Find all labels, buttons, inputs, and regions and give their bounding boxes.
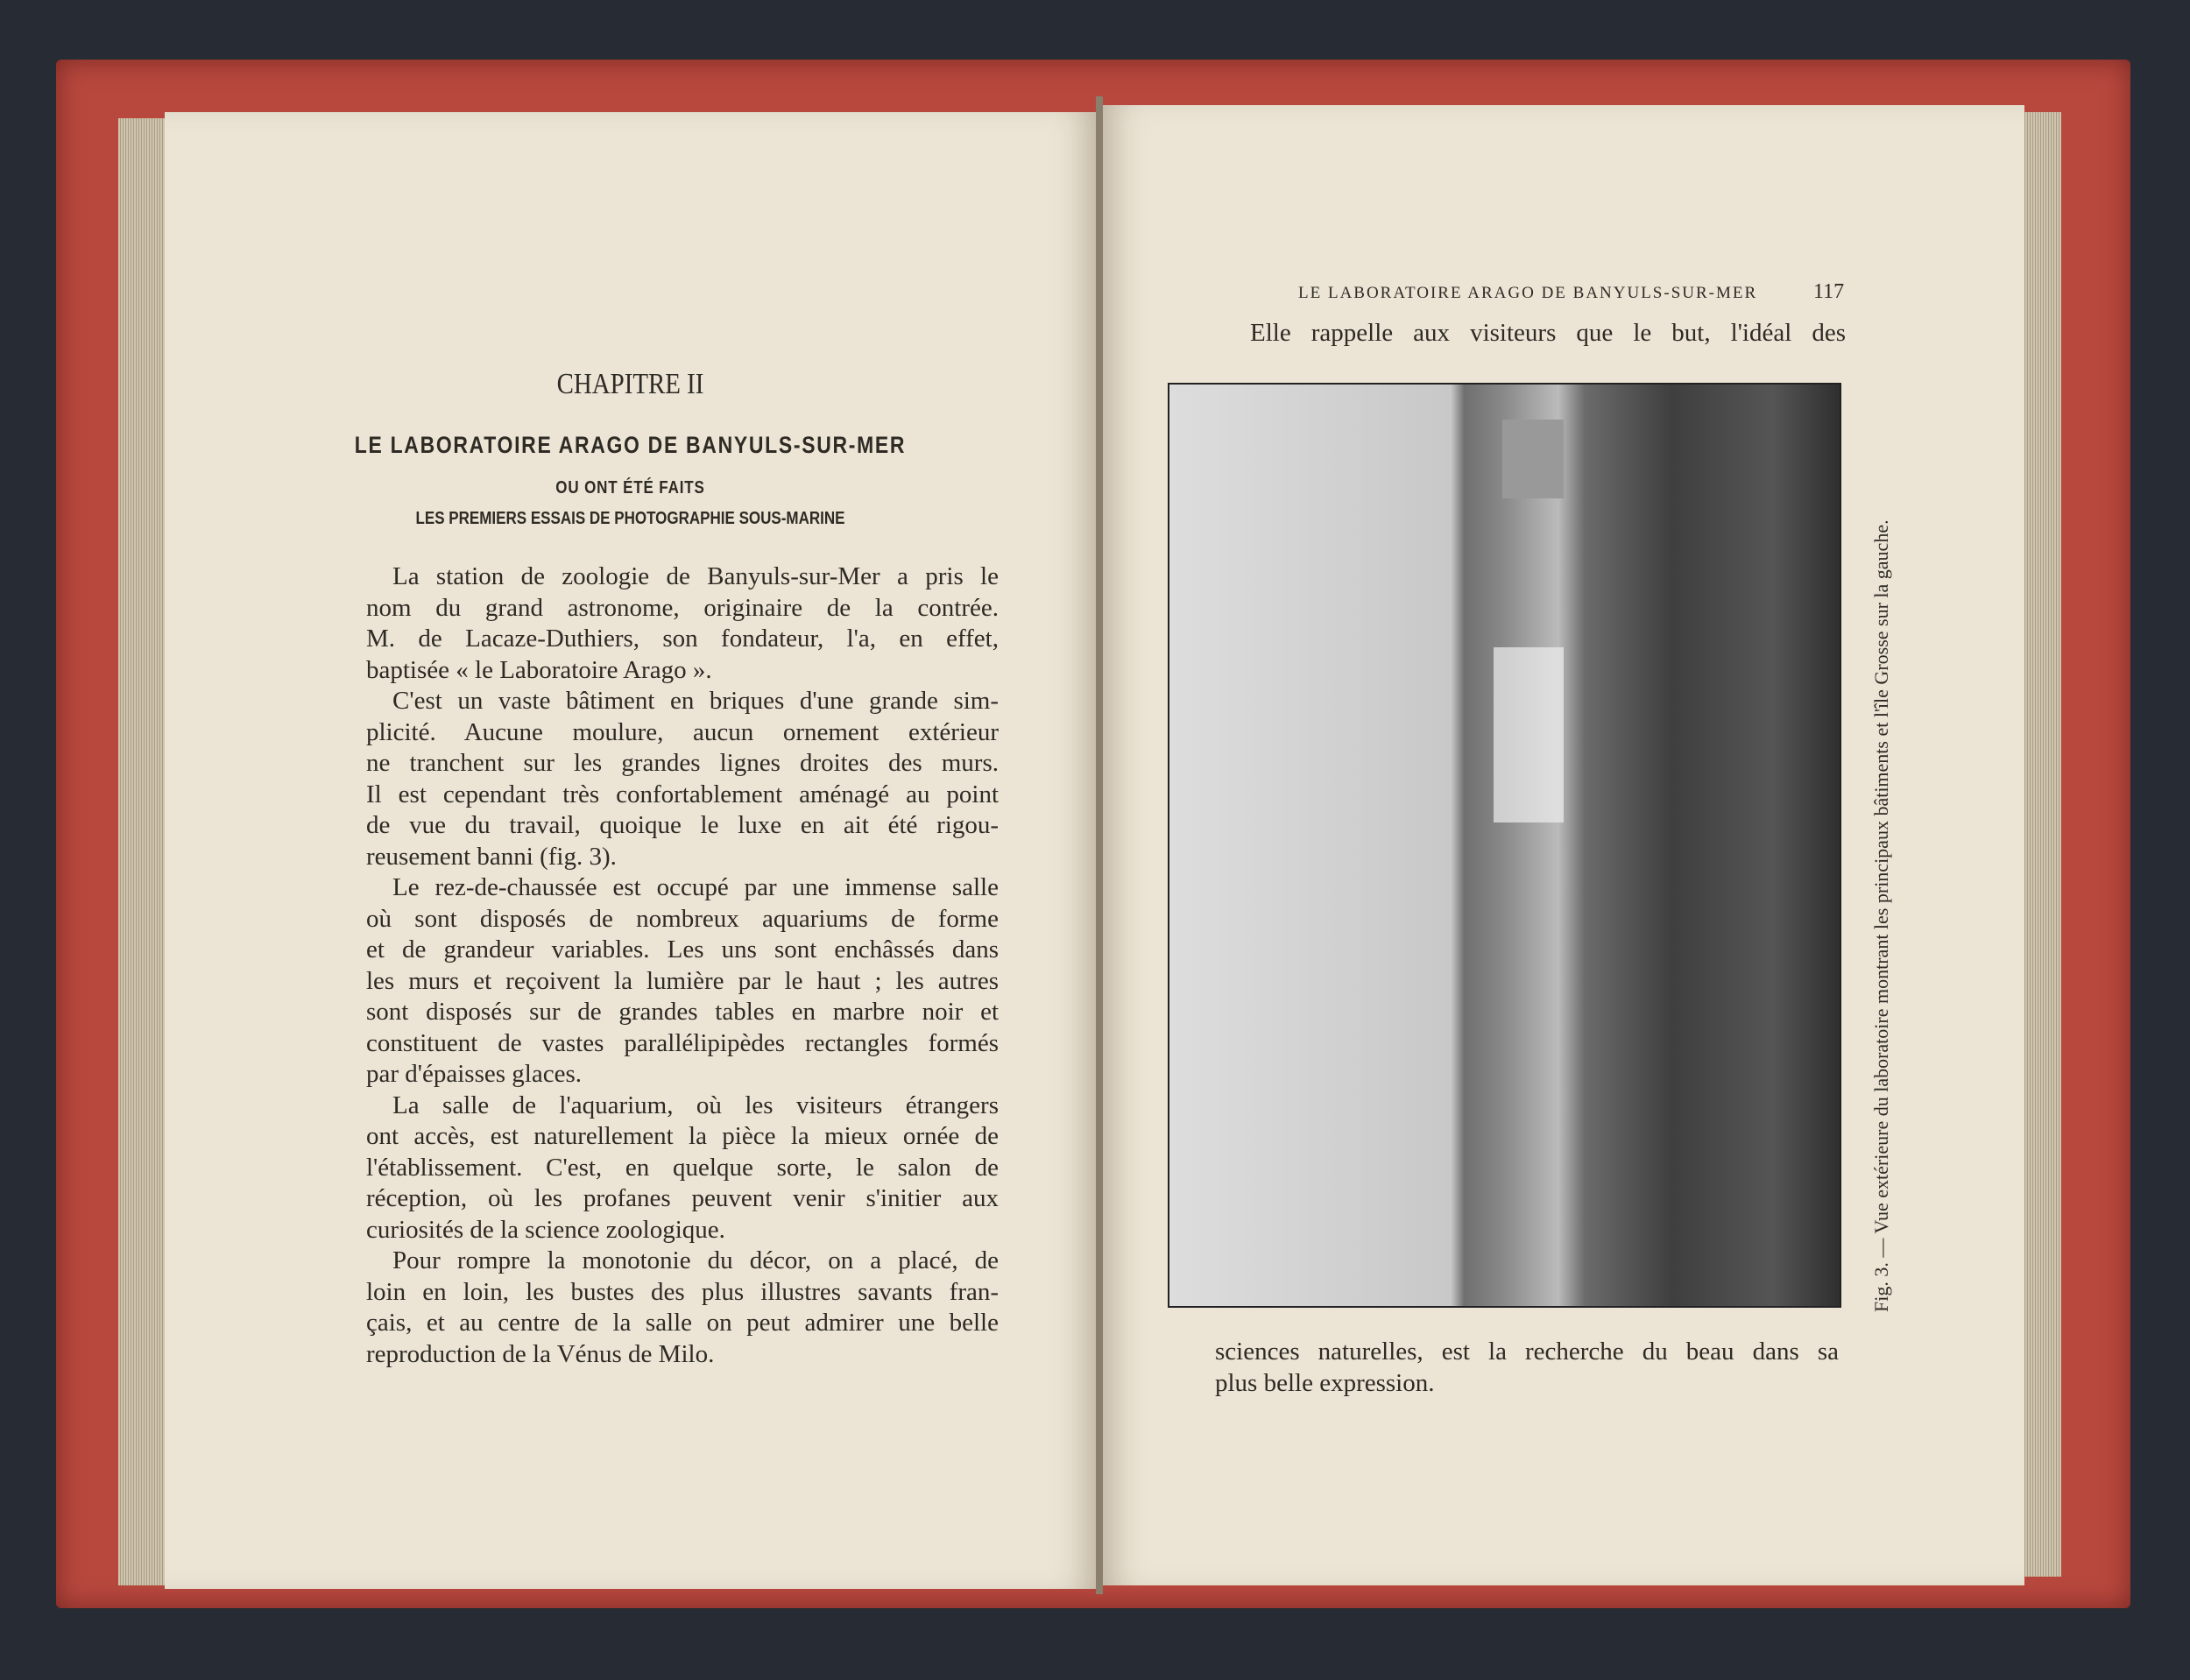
right-bottom-line-1: sciences naturelles, est la recherche du beau dans sa	[1215, 1338, 1839, 1366]
photo-building-2	[1502, 420, 1564, 498]
body-line: constituent de vastes parallélipipèdes rectangles formés	[366, 1028, 999, 1057]
body-line: ont accès, est naturellement la pièce la mieux ornée de	[366, 1122, 999, 1150]
chapter-title: LE LABORATOIRE ARAGO DE BANYULS-SUR-MER	[354, 432, 907, 458]
page-edges-right	[2023, 112, 2061, 1577]
page-edges-left	[118, 118, 166, 1585]
body-line: baptisée « le Laboratoire Arago ».	[366, 655, 712, 684]
body-line: C'est un vaste bâtiment en briques d'une grande sim-	[392, 687, 999, 715]
body-line: l'établissement. C'est, en quelque sorte, le salon de	[366, 1153, 999, 1182]
body-line: M. de Lacaze-Duthiers, son fondateur, l'a, en effet,	[366, 625, 999, 653]
body-line: curiosités de la science zoologique.	[366, 1215, 725, 1244]
body-line: où sont disposés de nombreux aquariums de forme	[366, 904, 999, 933]
body-line: de vue du travail, quoique le luxe en ait été rigou-	[366, 811, 999, 839]
body-line: nom du grand astronome, originaire de la contrée.	[366, 593, 999, 622]
body-line: reproduction de la Vénus de Milo.	[366, 1339, 715, 1368]
body-line: Il est cependant très confortablement aménagé au point	[366, 780, 999, 808]
body-line: La salle de l'aquarium, où les visiteurs étrangers	[392, 1091, 999, 1119]
body-line: réception, où les profanes peuvent venir s'initier aux	[366, 1184, 999, 1212]
figure-photograph	[1168, 383, 1841, 1308]
body-line: reusement banni (fig. 3).	[366, 842, 617, 871]
body-line: les murs et reçoivent la lumière par le haut ; les autres	[366, 966, 999, 995]
body-line: Le rez-de-chaussée est occupé par une immense salle	[392, 873, 999, 901]
right-bottom-line-2: plus belle expression.	[1215, 1369, 1435, 1397]
running-head: LE LABORATOIRE ARAGO DE BANYULS-SUR-MER	[1298, 284, 1758, 302]
right-top-line: Elle rappelle aux visiteurs que le but, l'idéal des	[1250, 319, 1846, 347]
body-line: plicité. Aucune moulure, aucun ornement extérieur	[366, 717, 999, 746]
body-line: par d'épaisses glaces.	[366, 1060, 582, 1088]
chapter-heading: CHAPITRE II	[556, 368, 704, 400]
chapter-subtitle-1: OU ONT ÉTÉ FAITS	[555, 478, 705, 498]
chapter-subtitle-2: LES PREMIERS ESSAIS DE PHOTOGRAPHIE SOUS-MARINE	[415, 509, 845, 528]
photo-building	[1494, 647, 1564, 822]
body-line: ne tranchent sur les grandes lignes droites des murs.	[366, 749, 999, 777]
figure-caption: Fig. 3. — Vue extérieure du laboratoire montrant les principaux bâtiments et l'île Grosse sur la gauche.	[1870, 519, 1892, 1312]
body-line: sont disposés sur de grandes tables en marbre noir et	[366, 998, 999, 1026]
page-number: 117	[1813, 280, 1845, 303]
body-line: loin en loin, les bustes des plus illustres savants fran-	[366, 1277, 999, 1306]
body-line: çais, et au centre de la salle on peut admirer une belle	[366, 1309, 999, 1337]
body-line: La station de zoologie de Banyuls-sur-Mer a pris le	[392, 562, 999, 590]
book-gutter	[1096, 96, 1103, 1594]
body-line: Pour rompre la monotonie du décor, on a placé, de	[392, 1246, 999, 1274]
body-line: et de grandeur variables. Les uns sont enchâssés dans	[366, 935, 999, 964]
